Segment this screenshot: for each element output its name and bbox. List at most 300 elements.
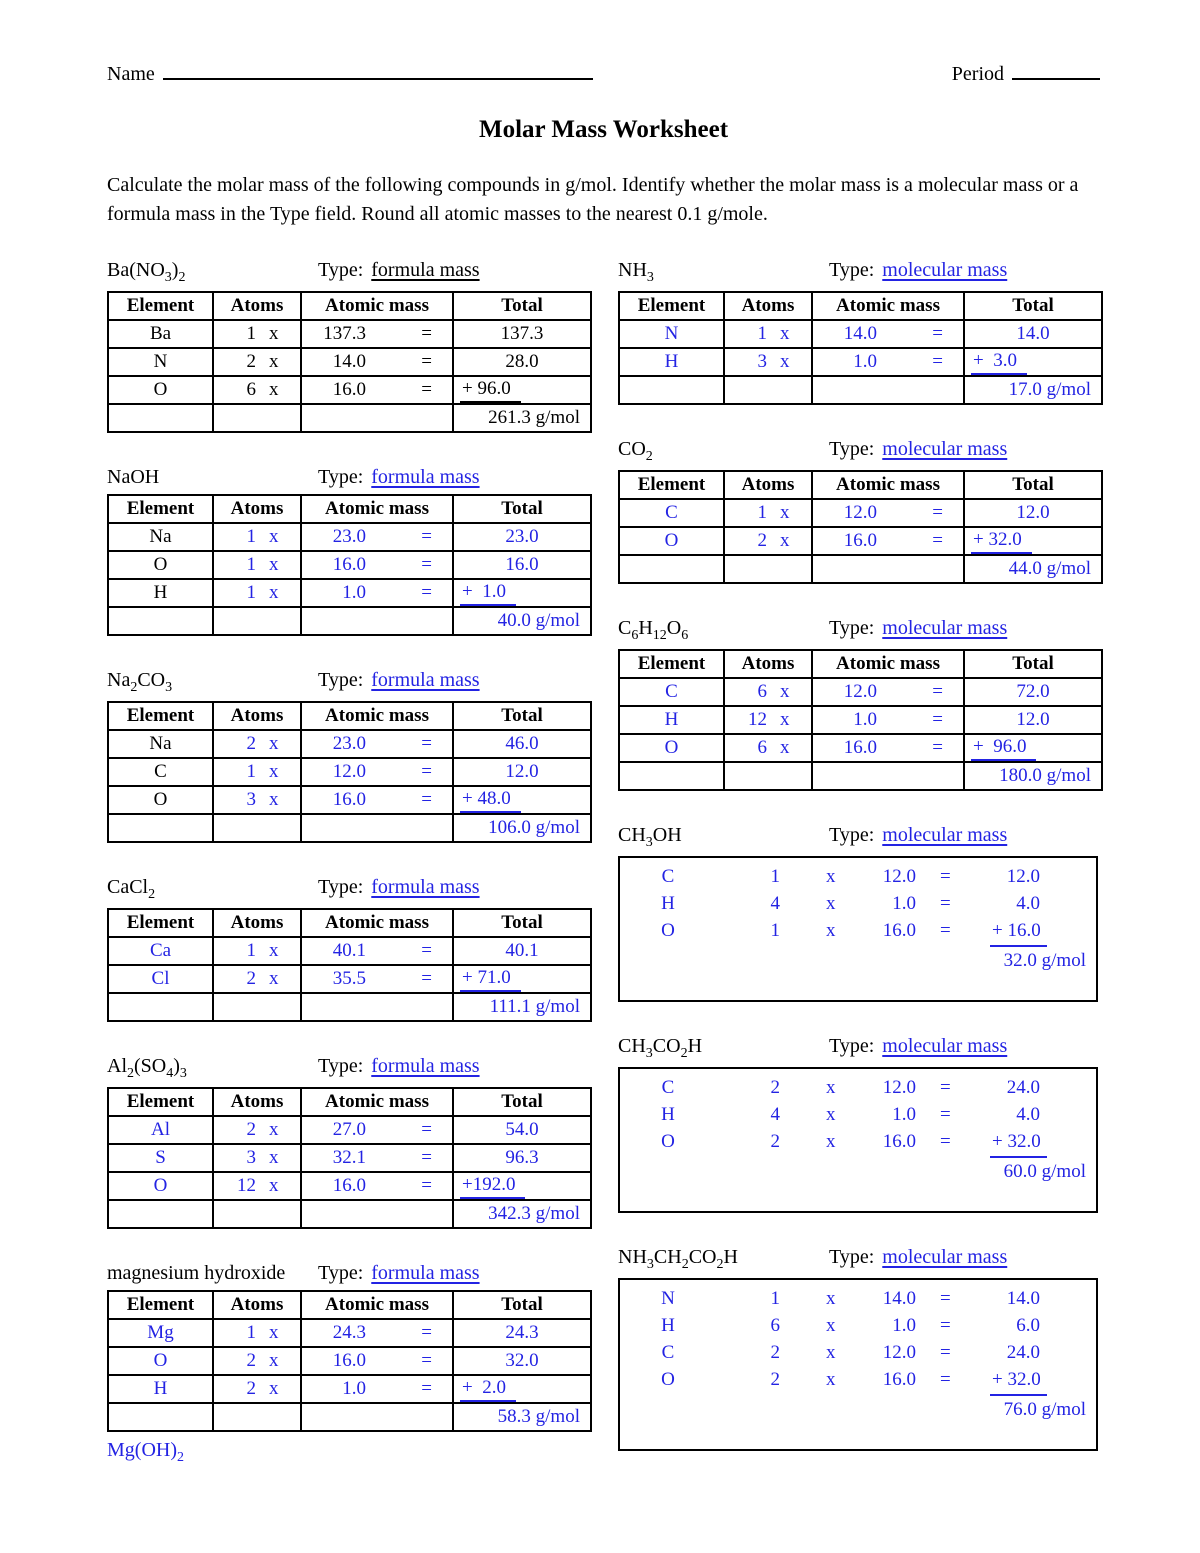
header-total: Total — [453, 1291, 591, 1319]
total-cell: 28.0 — [453, 348, 591, 376]
problem-na2co3 — [107, 669, 592, 843]
atomic-mass-cell — [812, 706, 964, 734]
total-cell: 72.0 — [964, 678, 1102, 706]
total-cell — [453, 786, 591, 814]
type-answer: molecular mass — [882, 824, 1008, 846]
header-total: Total — [964, 650, 1102, 678]
empty-cell — [301, 404, 453, 432]
element-cell: O — [661, 920, 675, 941]
sum-underlined-value: + 16.0 — [990, 917, 1047, 947]
problem-ba-no3-2 — [107, 259, 592, 433]
molar-mass-total: 261.3 g/mol — [453, 404, 591, 432]
equals-symbol: = — [940, 1342, 951, 1363]
total-cell: 14.0 — [964, 320, 1102, 348]
atoms-cell — [213, 1144, 301, 1172]
atoms-cell — [213, 376, 301, 404]
total-cell: 24.0 — [1006, 1077, 1040, 1098]
total-cell: 16.0 — [453, 551, 591, 579]
atoms-cell — [213, 348, 301, 376]
problem-al2-so4-3 — [107, 1055, 592, 1229]
problem-nh3 — [618, 259, 1102, 405]
total-cell: 12.0 — [453, 758, 591, 786]
atoms-cell — [213, 1375, 301, 1403]
empty-cell — [301, 993, 453, 1021]
total-cell — [990, 1128, 1100, 1158]
type-answer: molecular mass — [882, 1246, 1008, 1268]
total-cell — [964, 734, 1102, 762]
table-row — [108, 730, 591, 758]
atoms-count: 2 — [770, 1369, 780, 1390]
equals-symbol: = — [421, 968, 432, 989]
equals-symbol: = — [421, 582, 432, 603]
table-header-row — [108, 1088, 591, 1116]
times-symbol: x — [826, 1315, 836, 1336]
empty-cell — [301, 814, 453, 842]
box-row — [620, 1074, 1096, 1101]
problem-header — [107, 669, 592, 696]
element-cell: Al — [108, 1116, 213, 1144]
atoms-count: 1 — [246, 582, 256, 603]
total-cell — [453, 579, 591, 607]
times-symbol: x — [826, 1288, 836, 1309]
type-label: Type: — [318, 1055, 364, 1077]
atomic-mass-value: 16.0 — [332, 789, 366, 810]
header-total: Total — [453, 495, 591, 523]
header-atoms: Atoms — [724, 471, 812, 499]
problem-cacl2 — [107, 876, 592, 1022]
molar-mass-total: 76.0 g/mol — [1003, 1399, 1086, 1420]
times-symbol: x — [826, 1131, 836, 1152]
compound-name: NaOH — [107, 466, 160, 488]
molar-mass-table-magnesium-hydroxide — [107, 1290, 592, 1432]
table-header-row — [108, 292, 591, 320]
period-label: Period — [951, 63, 1004, 85]
box-row — [620, 1101, 1096, 1128]
molar-mass-total: 60.0 g/mol — [1003, 1161, 1086, 1182]
type-answer: formula mass — [371, 876, 480, 898]
atoms-count: 2 — [770, 1131, 780, 1152]
atoms-count: 1 — [770, 1288, 780, 1309]
times-symbol: x — [780, 530, 790, 551]
header-atomic-mass: Atomic mass — [301, 495, 453, 523]
element-cell: N — [661, 1288, 675, 1309]
type-answer: molecular mass — [882, 438, 1008, 460]
molar-mass-table-ba-no3-2 — [107, 291, 592, 433]
sum-underlined-value: + 1.0 — [460, 581, 516, 606]
equals-symbol: = — [421, 940, 432, 961]
equals-symbol: = — [932, 530, 943, 551]
element-cell: Na — [108, 523, 213, 551]
type-label: Type: — [318, 876, 364, 898]
atoms-count: 2 — [246, 733, 256, 754]
grand-total-row — [619, 555, 1102, 583]
total-cell: 4.0 — [1016, 893, 1040, 914]
atoms-cell — [724, 527, 812, 555]
header-atomic-mass: Atomic mass — [301, 1291, 453, 1319]
total-cell — [453, 1172, 591, 1200]
atomic-mass-value: 16.0 — [332, 1350, 366, 1371]
atoms-count: 12 — [237, 1175, 256, 1196]
compound-name: $CH_3CO_2H$ — [618, 1035, 703, 1061]
box-row — [620, 1339, 1096, 1366]
atoms-count: 6 — [770, 1315, 780, 1336]
atoms-count: 4 — [770, 893, 780, 914]
atoms-count: 2 — [246, 351, 256, 372]
equals-symbol: = — [940, 1369, 951, 1390]
problem-ch3co2h — [618, 1035, 1102, 1213]
atomic-mass-value: 1.0 — [342, 1378, 366, 1399]
times-symbol: x — [826, 1104, 836, 1125]
atomic-mass-cell — [812, 527, 964, 555]
sum-underlined-value: + 48.0 — [460, 788, 521, 813]
element-cell: C — [619, 678, 724, 706]
problem-naoh — [107, 466, 592, 636]
equals-symbol: = — [421, 733, 432, 754]
header-element: Element — [108, 1088, 213, 1116]
empty-cell — [619, 555, 724, 583]
problem-header — [107, 876, 592, 903]
type-answer: formula mass — [371, 1262, 480, 1284]
total-cell: 14.0 — [1006, 1288, 1040, 1309]
empty-cell — [108, 1403, 213, 1431]
element-cell: H — [661, 1104, 675, 1125]
element-cell: H — [108, 1375, 213, 1403]
total-cell: 54.0 — [453, 1116, 591, 1144]
table-row — [108, 758, 591, 786]
atoms-count: 1 — [246, 323, 256, 344]
atoms-cell — [213, 730, 301, 758]
equals-symbol: = — [940, 866, 951, 887]
times-symbol: x — [780, 323, 790, 344]
header-element: Element — [619, 292, 724, 320]
atomic-mass-cell — [301, 579, 453, 607]
table-header-row — [108, 495, 591, 523]
empty-cell — [213, 993, 301, 1021]
times-symbol: x — [826, 893, 836, 914]
atomic-mass-cell — [301, 786, 453, 814]
times-symbol: x — [826, 1342, 836, 1363]
atomic-mass-value: 1.0 — [853, 351, 877, 372]
problem-magnesium-hydroxide — [107, 1262, 592, 1466]
total-cell: 40.1 — [453, 937, 591, 965]
equals-symbol: = — [940, 1077, 951, 1098]
header-element: Element — [108, 495, 213, 523]
compound-name: CaCl$_2$ — [107, 876, 156, 902]
atoms-count: 1 — [246, 761, 256, 782]
empty-cell — [213, 404, 301, 432]
atomic-mass-value: 12.0 — [843, 681, 877, 702]
type-answer: molecular mass — [882, 259, 1008, 281]
element-cell: O — [108, 551, 213, 579]
times-symbol: x — [826, 1077, 836, 1098]
total-cell: 12.0 — [964, 499, 1102, 527]
header-element: Element — [619, 471, 724, 499]
molar-mass-total: 17.0 g/mol — [964, 376, 1102, 404]
atoms-cell — [213, 1172, 301, 1200]
empty-cell — [213, 607, 301, 635]
table-row — [108, 348, 591, 376]
header-atomic-mass: Atomic mass — [301, 292, 453, 320]
header-total: Total — [453, 1088, 591, 1116]
table-row — [108, 1375, 591, 1403]
element-cell: H — [619, 706, 724, 734]
atomic-mass-value: 23.0 — [332, 733, 366, 754]
equals-symbol: = — [421, 526, 432, 547]
times-symbol: x — [269, 968, 279, 989]
element-cell: H — [108, 579, 213, 607]
atomic-mass-value: 23.0 — [332, 526, 366, 547]
compound-name: $CO_2$ — [618, 438, 653, 464]
type-answer: formula mass — [371, 466, 480, 488]
problem-co2 — [618, 438, 1102, 584]
total-cell — [453, 1375, 591, 1403]
atomic-mass-cell — [301, 758, 453, 786]
element-cell: H — [619, 348, 724, 376]
box-row — [620, 890, 1096, 917]
total-cell: 24.0 — [1006, 1342, 1040, 1363]
total-cell: 24.3 — [453, 1319, 591, 1347]
problem-nh3ch2co2h — [618, 1246, 1102, 1451]
atomic-mass-value: 12.0 — [882, 1342, 916, 1363]
type-label: Type: — [829, 824, 875, 846]
empty-cell — [301, 1200, 453, 1228]
element-cell: O — [619, 527, 724, 555]
atomic-mass-cell — [301, 1375, 453, 1403]
problem-header — [618, 1035, 1102, 1062]
equals-symbol: = — [932, 737, 943, 758]
atomic-mass-value: 24.3 — [332, 1322, 366, 1343]
atomic-mass-value: 14.0 — [332, 351, 366, 372]
element-cell: O — [661, 1131, 675, 1152]
header-atoms: Atoms — [213, 1088, 301, 1116]
atoms-count: 2 — [246, 968, 256, 989]
instructions-text: Calculate the molar mass of the following compounds in g/mol. Identify whether the molar mass is a molecular mass or a formula mass in the Type field. Round all atomic masses to the nearest 0.1 g/mole. — [107, 174, 1079, 225]
equals-symbol: = — [932, 351, 943, 372]
sum-underlined-value: + 32.0 — [971, 529, 1032, 554]
sum-underlined-value: + 32.0 — [990, 1128, 1047, 1158]
atoms-count: 12 — [748, 709, 767, 730]
atomic-mass-value: 1.0 — [892, 893, 916, 914]
empty-cell — [619, 376, 724, 404]
sum-underlined-value: + 96.0 — [460, 378, 521, 403]
table-header-row — [108, 702, 591, 730]
equals-symbol: = — [940, 1104, 951, 1125]
problem-header — [618, 617, 1102, 644]
atoms-cell — [213, 786, 301, 814]
compound-formula-note: $Mg(OH)_2$ — [107, 1439, 184, 1465]
total-cell — [990, 1366, 1100, 1396]
problem-header — [107, 1055, 592, 1082]
empty-cell — [213, 1403, 301, 1431]
grand-total-row — [619, 762, 1102, 790]
compound-name: $Ba(NO_3)_2$ — [107, 259, 186, 285]
problem-header — [618, 438, 1102, 465]
header-total: Total — [453, 292, 591, 320]
empty-cell — [108, 814, 213, 842]
times-symbol: x — [269, 1119, 279, 1140]
header-element: Element — [619, 650, 724, 678]
atoms-cell — [213, 320, 301, 348]
element-cell: O — [108, 786, 213, 814]
header-atomic-mass: Atomic mass — [812, 650, 964, 678]
total-cell: 4.0 — [1016, 1104, 1040, 1125]
element-cell: O — [108, 376, 213, 404]
type-label: Type: — [318, 259, 364, 281]
header-atoms: Atoms — [213, 292, 301, 320]
atomic-mass-cell — [301, 1144, 453, 1172]
times-symbol: x — [780, 502, 790, 523]
header-atoms: Atoms — [213, 1291, 301, 1319]
table-row — [108, 1347, 591, 1375]
grand-total-row — [108, 404, 591, 432]
element-cell: S — [108, 1144, 213, 1172]
table-row — [619, 706, 1102, 734]
header-atoms: Atoms — [724, 650, 812, 678]
atomic-mass-value: 12.0 — [882, 1077, 916, 1098]
element-cell: C — [108, 758, 213, 786]
atoms-cell — [213, 965, 301, 993]
atomic-mass-value: 27.0 — [332, 1119, 366, 1140]
empty-cell — [108, 404, 213, 432]
molar-mass-total: 180.0 g/mol — [964, 762, 1102, 790]
empty-cell — [724, 762, 812, 790]
element-cell: C — [661, 866, 675, 887]
type-label: Type: — [318, 1262, 364, 1284]
atomic-mass-value: 16.0 — [332, 554, 366, 575]
atomic-mass-cell — [301, 348, 453, 376]
header-total: Total — [964, 471, 1102, 499]
period-blank-line — [1012, 62, 1100, 80]
atoms-count: 1 — [246, 940, 256, 961]
element-cell: H — [661, 1315, 675, 1336]
atomic-mass-cell — [301, 320, 453, 348]
molar-mass-total: 40.0 g/mol — [453, 607, 591, 635]
problem-header — [618, 259, 1102, 286]
table-row — [108, 320, 591, 348]
equals-symbol: = — [421, 789, 432, 810]
molar-mass-total: 32.0 g/mol — [1003, 950, 1086, 971]
times-symbol: x — [269, 526, 279, 547]
table-header-row — [108, 1291, 591, 1319]
atoms-count: 1 — [246, 554, 256, 575]
atoms-count: 1 — [770, 920, 780, 941]
compound-name: $Na_2CO_3$ — [107, 669, 173, 695]
total-cell: 137.3 — [453, 320, 591, 348]
equals-symbol: = — [421, 1175, 432, 1196]
table-row — [619, 678, 1102, 706]
atomic-mass-cell — [301, 1319, 453, 1347]
type-answer: formula mass — [371, 259, 480, 281]
atoms-count: 2 — [246, 1119, 256, 1140]
header-atoms: Atoms — [213, 495, 301, 523]
type-answer: molecular mass — [882, 617, 1008, 639]
compound-name: $NH_3CH_2CO_2H$ — [618, 1246, 738, 1272]
equals-symbol: = — [932, 681, 943, 702]
equals-symbol: = — [421, 351, 432, 372]
molar-mass-table-nh3 — [618, 291, 1103, 405]
problems-area — [107, 259, 1100, 1499]
atomic-mass-cell — [301, 937, 453, 965]
empty-cell — [108, 1200, 213, 1228]
type-label: Type: — [829, 1035, 875, 1057]
grand-total-row — [108, 1200, 591, 1228]
atomic-mass-value: 137.3 — [323, 323, 366, 344]
element-cell: O — [619, 734, 724, 762]
equals-symbol: = — [932, 502, 943, 523]
atoms-cell — [213, 523, 301, 551]
header-total: Total — [453, 909, 591, 937]
total-cell: 23.0 — [453, 523, 591, 551]
molar-mass-table-al2-so4-3 — [107, 1087, 592, 1229]
problem-c6h12o6 — [618, 617, 1102, 791]
atoms-cell — [213, 1347, 301, 1375]
atoms-count: 1 — [246, 1322, 256, 1343]
atomic-mass-cell — [301, 1347, 453, 1375]
molar-mass-table-co2 — [618, 470, 1103, 584]
sum-underlined-value: + 2.0 — [460, 1377, 516, 1402]
atoms-cell — [213, 758, 301, 786]
element-cell: C — [661, 1342, 675, 1363]
box-row — [620, 1366, 1096, 1396]
compound-name: $C_6H_{12}O_6$ — [618, 617, 689, 643]
atoms-cell — [213, 937, 301, 965]
atoms-cell — [724, 348, 812, 376]
atomic-mass-value: 40.1 — [332, 940, 366, 961]
equals-symbol: = — [421, 761, 432, 782]
grand-total-row — [108, 607, 591, 635]
table-header-row — [619, 650, 1102, 678]
box-row — [620, 917, 1096, 947]
empty-cell — [724, 376, 812, 404]
header-atomic-mass: Atomic mass — [301, 909, 453, 937]
times-symbol: x — [269, 1147, 279, 1168]
atomic-mass-cell — [301, 730, 453, 758]
equals-symbol: = — [421, 1378, 432, 1399]
grand-total-row — [108, 1403, 591, 1431]
molar-mass-total: 111.1 g/mol — [453, 993, 591, 1021]
atomic-mass-cell — [301, 1116, 453, 1144]
times-symbol: x — [826, 1369, 836, 1390]
total-cell — [990, 917, 1100, 947]
table-row — [619, 348, 1102, 376]
empty-cell — [301, 1403, 453, 1431]
atoms-cell — [724, 320, 812, 348]
problem-header — [107, 259, 592, 286]
total-cell: 12.0 — [964, 706, 1102, 734]
times-symbol: x — [269, 761, 279, 782]
molar-mass-total: 58.3 g/mol — [453, 1403, 591, 1431]
header-total: Total — [453, 702, 591, 730]
header-atoms: Atoms — [213, 702, 301, 730]
element-cell: N — [619, 320, 724, 348]
times-symbol: x — [780, 351, 790, 372]
equals-symbol: = — [421, 554, 432, 575]
box-row — [620, 1285, 1096, 1312]
problem-header — [618, 1246, 1102, 1273]
atoms-count: 3 — [757, 351, 767, 372]
atoms-count: 2 — [770, 1342, 780, 1363]
times-symbol: x — [826, 920, 836, 941]
atomic-mass-value: 1.0 — [853, 709, 877, 730]
atomic-mass-cell — [812, 320, 964, 348]
element-cell: C — [661, 1077, 675, 1098]
atoms-count: 2 — [246, 1350, 256, 1371]
empty-cell — [812, 376, 964, 404]
atoms-cell — [213, 551, 301, 579]
header-atoms: Atoms — [213, 909, 301, 937]
element-cell: O — [108, 1347, 213, 1375]
name-period-line — [107, 62, 1100, 86]
